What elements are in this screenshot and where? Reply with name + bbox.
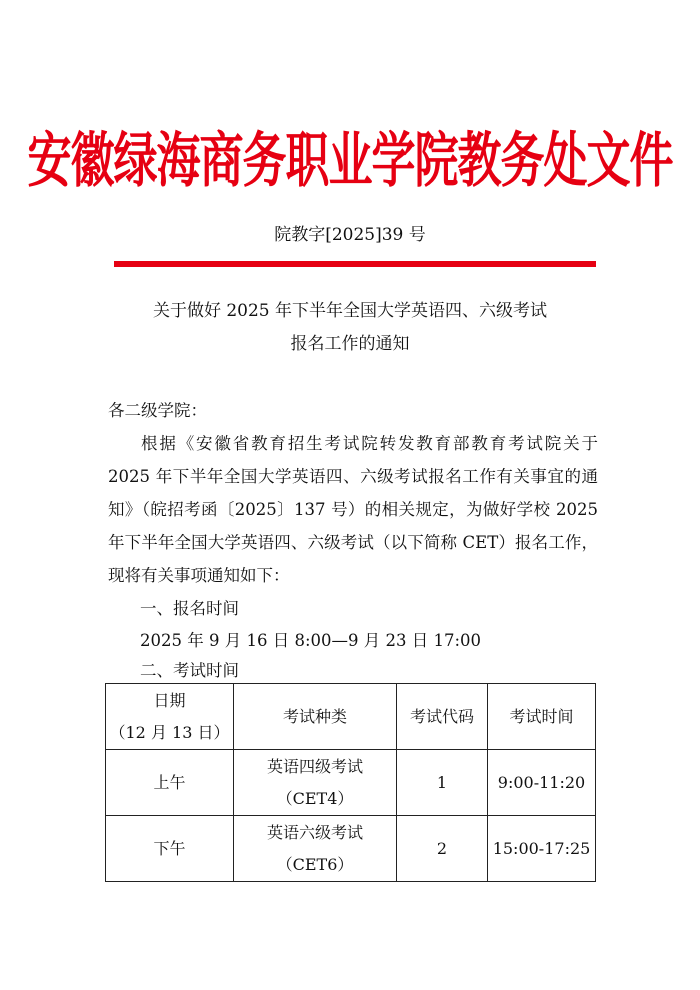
table-header-row [106,684,596,750]
row-period: 下午 [106,816,234,882]
notice-title-line2: 报名工作的通知 [290,334,410,354]
salutation: 各二级学院： [108,401,207,420]
row-period: 上午 [106,750,234,816]
exam-schedule-table [105,683,596,882]
table-row [106,816,596,882]
row-exam-code: 2 [397,816,488,882]
document-number: 院教字[2025]39 号 [274,225,426,245]
header-exam-type: 考试种类 [234,684,397,750]
header-exam-code: 考试代码 [397,684,488,750]
table-row [106,750,596,816]
section1-heading: 一、报名时间 [140,599,239,618]
row-exam-code: 1 [397,750,488,816]
header-date-label: 日期 [153,690,186,710]
header-date-sub: （12 月 13 日） [109,722,230,742]
notice-title-line1: 关于做好 2025 年下半年全国大学英语四、六级考试 [152,301,548,321]
row-exam-type [234,816,397,882]
registration-time-value: 2025 年 9 月 16 日 8:00—9 月 23 日 17:00 [140,631,482,650]
row-exam-type-code: （CET6） [276,854,354,874]
row-exam-time: 15:00-17:25 [488,816,596,882]
document-header-title: 安徽绿海商务职业学院教务处文件 [27,126,673,196]
row-exam-time: 9:00-11:20 [488,750,596,816]
header-exam-time: 考试时间 [488,684,596,750]
header-date-cell [106,684,234,750]
section2-heading: 二、考试时间 [140,661,239,680]
row-exam-type-name: 英语六级考试 [266,822,363,842]
body-paragraph: 根据《安徽省教育招生考试院转发教育部教育考试院关于 2025 年下半年全国大学英语四、六级考试报名工作有关事宜的通知》（皖招考函〔2025〕137 号）的相关规定，为做好学校 2025 年下半年全国大学英语四、六级考试（以下简称 CET）报名工作，现将有关事项通知如下： [108,434,598,585]
row-exam-type-name: 英语四级考试 [266,756,363,776]
red-divider-rule [114,261,596,267]
row-exam-type-code: （CET4） [276,788,354,808]
row-exam-type [234,750,397,816]
